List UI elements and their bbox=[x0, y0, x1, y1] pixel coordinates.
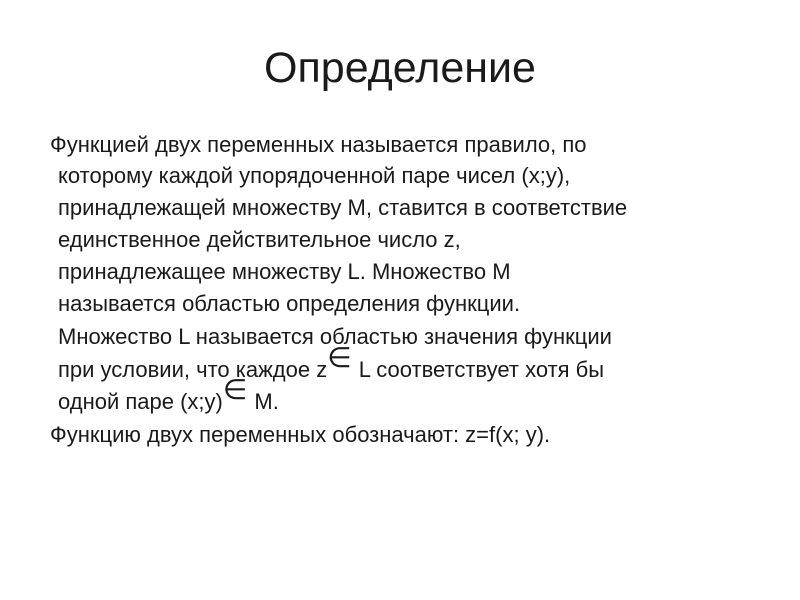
element-of-symbol: ∈ bbox=[222, 374, 248, 405]
definition-line-3: принадлежащей множеству М, ставится в соответствие bbox=[58, 195, 628, 220]
element-of-symbol: ∈ bbox=[327, 342, 352, 373]
notation-line: Функцию двух переменных обозначают: z=f(x; y). bbox=[50, 422, 551, 447]
definition-line-6: называется областью определения функции. bbox=[58, 291, 521, 316]
definition-line-9 bbox=[58, 374, 279, 415]
definition-line-4: единственное действительное число z, bbox=[58, 227, 461, 252]
line-9-text-start: одной паре (x;y) bbox=[58, 389, 223, 414]
definition-line-8 bbox=[58, 342, 605, 383]
line-8-text-start: при условии, что каждое z bbox=[58, 357, 328, 382]
definition-line-7: Множество L называется областью значения функции bbox=[58, 324, 612, 349]
line-9-text-end: M. bbox=[248, 389, 279, 414]
definition-line-1: Функцией двух переменных называется правило, по bbox=[50, 132, 587, 157]
line-8-text-end: L соответствует хотя бы bbox=[352, 357, 605, 382]
slide-title: Определение bbox=[264, 44, 536, 92]
definition-line-5: принадлежащее множеству L. Множество М bbox=[58, 259, 511, 284]
definition-line-2: которому каждой упорядоченной паре чисел (x;y), bbox=[58, 163, 571, 188]
